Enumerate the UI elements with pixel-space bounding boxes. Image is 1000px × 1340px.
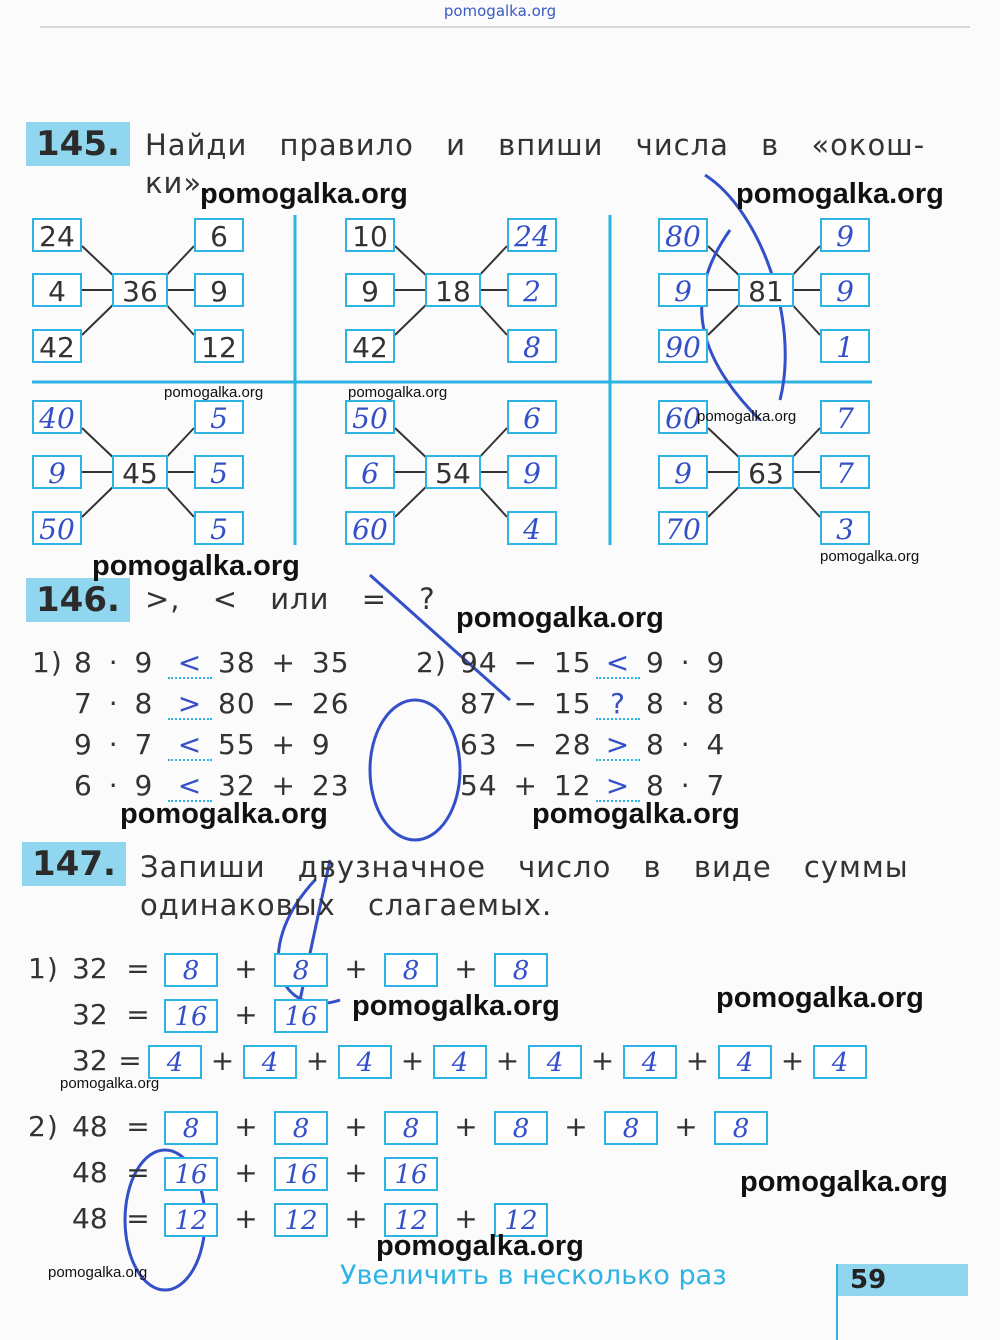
sum-number: 32 [72, 998, 108, 1031]
plus-sign: + [305, 1044, 330, 1077]
task-145-text-line2: ки». [145, 166, 213, 200]
watermark-text: pomogalka.org [376, 1230, 584, 1262]
addend-input[interactable]: 4 [338, 1045, 392, 1079]
plus-sign: + [210, 1044, 235, 1077]
sum-row [72, 1156, 438, 1191]
left-box[interactable]: 90 [658, 329, 708, 363]
task-147-label-1: 1) [28, 952, 59, 985]
addend-input[interactable]: 8 [494, 953, 548, 987]
left-box[interactable]: 50 [345, 400, 395, 434]
sum-number: 48 [72, 1110, 108, 1143]
addend-input[interactable]: 8 [274, 953, 328, 987]
left-box[interactable]: 42 [32, 329, 82, 363]
comparison-sign-input[interactable]: < [168, 731, 212, 761]
scribble-circle [370, 700, 460, 840]
comparison-right: 8 · 4 [646, 728, 726, 761]
center-box: 81 [738, 273, 794, 307]
left-box[interactable]: 9 [658, 273, 708, 307]
comparison-row [74, 728, 331, 761]
task-146-col2-label: 2) [416, 646, 447, 679]
right-box[interactable]: 5 [194, 400, 244, 434]
addend-input[interactable]: 12 [494, 1203, 548, 1237]
watermark-text: pomogalka.org [456, 602, 664, 634]
right-box[interactable]: 9 [820, 273, 870, 307]
right-box[interactable]: 1 [820, 329, 870, 363]
watermark-text: pomogalka.org [200, 178, 408, 210]
watermark-text: pomogalka.org [60, 1075, 160, 1092]
sum-row [72, 952, 548, 987]
addend-input[interactable]: 16 [274, 999, 328, 1033]
comparison-right: 8 · 7 [646, 769, 726, 802]
comparison-left: 63 − 28 [460, 728, 592, 761]
watermark-text: pomogalka.org [92, 550, 300, 582]
addend-input[interactable]: 8 [274, 1111, 328, 1145]
right-box[interactable]: 4 [507, 511, 557, 545]
comparison-sign-input[interactable]: ? [596, 690, 640, 720]
plus-sign: + [590, 1044, 615, 1077]
watermark-text: pomogalka.org [736, 178, 944, 210]
right-box[interactable]: 9 [820, 218, 870, 252]
addend-input[interactable]: 4 [718, 1045, 772, 1079]
left-box[interactable]: 10 [345, 218, 395, 252]
left-box[interactable]: 80 [658, 218, 708, 252]
left-box[interactable]: 60 [345, 511, 395, 545]
comparison-right: 38 + 35 [218, 646, 350, 679]
plus-sign: + [344, 1202, 368, 1235]
right-box[interactable]: 6 [194, 218, 244, 252]
top-url[interactable]: pomogalka.org [443, 2, 557, 20]
comparison-left: 87 − 15 [460, 687, 592, 720]
plus-sign: + [344, 1110, 368, 1143]
plus-sign: + [454, 952, 478, 985]
addend-input[interactable]: 16 [384, 1157, 438, 1191]
watermark-text: pomogalka.org [820, 548, 920, 565]
plus-sign: + [685, 1044, 710, 1077]
addend-input[interactable]: 16 [164, 999, 218, 1033]
right-box[interactable]: 5 [194, 455, 244, 489]
plus-sign: + [344, 952, 368, 985]
watermark-text: pomogalka.org [740, 1166, 948, 1198]
footer-topic: Увеличить в несколько раз [340, 1260, 727, 1291]
task-147-text-line2: одинаковых слагаемых. [140, 888, 553, 922]
comparison-left: 9 · 7 [74, 728, 154, 761]
right-box[interactable]: 12 [194, 329, 244, 363]
plus-sign: + [674, 1110, 698, 1143]
sum-number: 48 [72, 1202, 108, 1235]
comparison-left: 94 − 15 [460, 646, 592, 679]
addend-input[interactable]: 4 [243, 1045, 297, 1079]
comparison-left: 8 · 9 [74, 646, 154, 679]
sum-row [72, 998, 328, 1033]
equals-sign: = [126, 1156, 150, 1189]
addend-input[interactable]: 8 [494, 1111, 548, 1145]
task-146-col1-label: 1) [32, 646, 63, 679]
addend-input[interactable]: 8 [164, 953, 218, 987]
addend-input[interactable]: 4 [623, 1045, 677, 1079]
right-box[interactable]: 9 [507, 455, 557, 489]
comparison-left: 6 · 9 [74, 769, 154, 802]
comparison-sign-input[interactable]: > [168, 690, 212, 720]
comparison-sign-input[interactable]: < [168, 649, 212, 679]
right-box[interactable]: 2 [507, 273, 557, 307]
task-145-text-line1: Найди правило и впиши числа в «окош- [145, 128, 926, 162]
addend-input[interactable]: 8 [384, 953, 438, 987]
equals-sign: = [126, 1202, 150, 1235]
addend-input[interactable]: 4 [813, 1045, 867, 1079]
equals-sign: = [118, 1044, 142, 1077]
addend-input[interactable]: 8 [384, 1111, 438, 1145]
right-box[interactable]: 8 [507, 329, 557, 363]
left-box[interactable]: 4 [32, 273, 82, 307]
addend-input[interactable]: 4 [528, 1045, 582, 1079]
left-box[interactable]: 60 [658, 400, 708, 434]
watermark-text: pomogalka.org [532, 798, 740, 830]
watermark-text: pomogalka.org [716, 982, 924, 1014]
plus-sign: + [234, 1156, 258, 1189]
addend-input[interactable]: 4 [148, 1045, 202, 1079]
watermark-text: pomogalka.org [48, 1264, 148, 1281]
plus-sign: + [454, 1110, 478, 1143]
left-box[interactable]: 70 [658, 511, 708, 545]
comparison-left: 7 · 8 [74, 687, 154, 720]
center-box: 54 [425, 455, 481, 489]
task-147-label-2: 2) [28, 1110, 59, 1143]
sum-number: 32 [72, 952, 108, 985]
comparison-left: 54 + 12 [460, 769, 592, 802]
addend-input[interactable]: 12 [164, 1203, 218, 1237]
comparison-right: 55 + 9 [218, 728, 331, 761]
equals-sign: = [126, 952, 150, 985]
comparison-sign-input[interactable]: > [596, 731, 640, 761]
plus-sign: + [495, 1044, 520, 1077]
right-box[interactable]: 6 [507, 400, 557, 434]
center-box: 18 [425, 273, 481, 307]
addend-input[interactable]: 8 [714, 1111, 768, 1145]
comparison-right: 9 · 9 [646, 646, 726, 679]
watermark-text: pomogalka.org [120, 798, 328, 830]
sum-number: 48 [72, 1156, 108, 1189]
left-box[interactable]: 6 [345, 455, 395, 489]
plus-sign: + [400, 1044, 425, 1077]
comparison-sign-input[interactable]: < [168, 772, 212, 802]
addend-input[interactable]: 16 [164, 1157, 218, 1191]
addend-input[interactable]: 8 [604, 1111, 658, 1145]
plus-sign: + [344, 1156, 368, 1189]
right-box[interactable]: 9 [194, 273, 244, 307]
task-146-text: >, < или = ? [145, 582, 436, 616]
addend-input[interactable]: 16 [274, 1157, 328, 1191]
plus-sign: + [234, 952, 258, 985]
task-146-number: 146. [26, 578, 130, 622]
sum-row [72, 1110, 768, 1145]
watermark-text: pomogalka.org [164, 384, 264, 401]
addend-input[interactable]: 4 [433, 1045, 487, 1079]
addend-input[interactable]: 8 [164, 1111, 218, 1145]
task-147-number: 147. [22, 842, 126, 886]
plus-sign: + [234, 1202, 258, 1235]
sum-number: 32 [72, 1044, 108, 1077]
right-box[interactable]: 24 [507, 218, 557, 252]
right-box[interactable]: 7 [820, 400, 870, 434]
page-number: 59 [838, 1264, 968, 1296]
sum-row [72, 1044, 867, 1079]
left-box[interactable]: 40 [32, 400, 82, 434]
equals-sign: = [126, 1110, 150, 1143]
addend-input[interactable]: 12 [274, 1203, 328, 1237]
task-145-number: 145. [26, 122, 130, 166]
left-box[interactable]: 9 [658, 455, 708, 489]
addend-input[interactable]: 12 [384, 1203, 438, 1237]
comparison-row [460, 728, 725, 761]
comparison-right: 32 + 23 [218, 769, 350, 802]
right-box[interactable]: 7 [820, 455, 870, 489]
left-box[interactable]: 9 [32, 455, 82, 489]
comparison-right: 8 · 8 [646, 687, 726, 720]
comparison-sign-input[interactable]: < [596, 649, 640, 679]
plus-sign: + [234, 998, 258, 1031]
plus-sign: + [454, 1202, 478, 1235]
left-box[interactable]: 50 [32, 511, 82, 545]
watermark-text: pomogalka.org [348, 384, 448, 401]
comparison-right: 80 − 26 [218, 687, 350, 720]
center-box: 45 [112, 455, 168, 489]
right-box[interactable]: 5 [194, 511, 244, 545]
task-147-text-line1: Запиши двузначное число в виде суммы [140, 850, 909, 884]
center-box: 63 [738, 455, 794, 489]
comparison-row [460, 646, 725, 679]
plus-sign: + [564, 1110, 588, 1143]
watermark-text: pomogalka.org [352, 990, 560, 1022]
plus-sign: + [234, 1110, 258, 1143]
comparison-sign-input[interactable]: > [596, 772, 640, 802]
left-box[interactable]: 24 [32, 218, 82, 252]
equals-sign: = [126, 998, 150, 1031]
left-box[interactable]: 9 [345, 273, 395, 307]
plus-sign: + [780, 1044, 805, 1077]
comparison-row [460, 687, 725, 720]
watermark-text: pomogalka.org [697, 408, 797, 425]
comparison-row [74, 687, 350, 720]
center-box: 36 [112, 273, 168, 307]
left-box[interactable]: 42 [345, 329, 395, 363]
right-box[interactable]: 3 [820, 511, 870, 545]
comparison-row [74, 646, 350, 679]
